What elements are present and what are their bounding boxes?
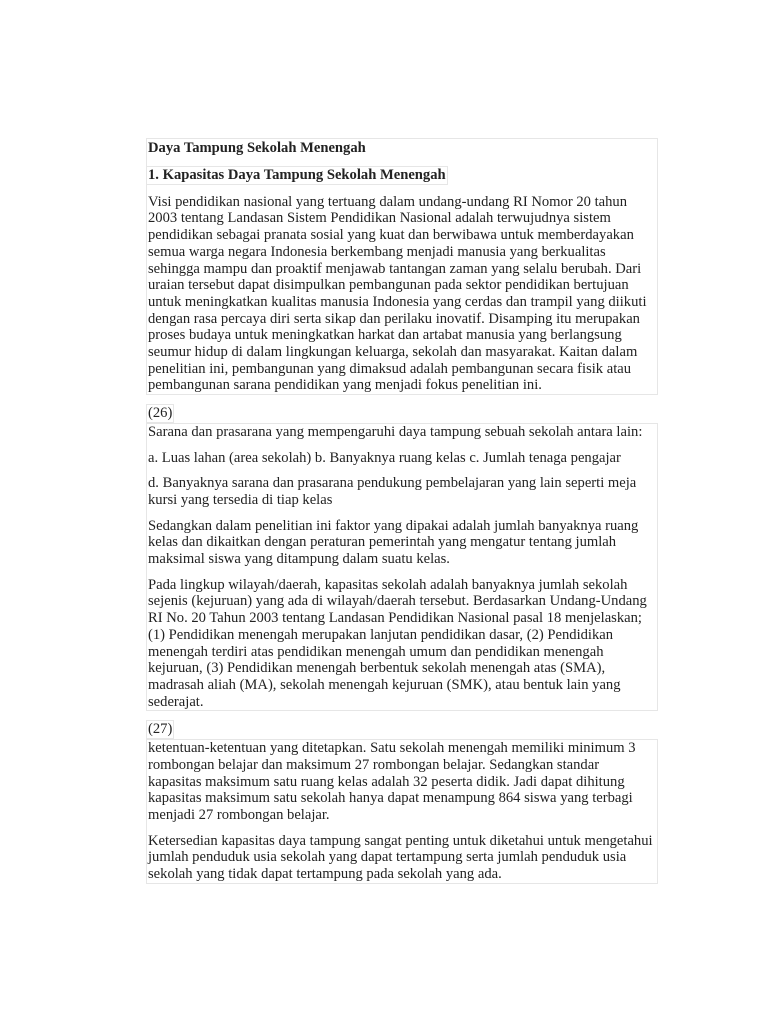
paragraph-faktor: Sedangkan dalam penelitian ini faktor yang dipakai adalah jumlah banyaknya ruang kelas dan dikaitkan dengan peraturan pemerintah yang mengatur tentang jumlah maksimal siswa yang ditampung dalam suatu kelas. xyxy=(148,517,639,568)
title-wrap xyxy=(147,139,657,157)
paragraph-list-d: d. Banyaknya sarana dan prasarana pendukung pembelajaran yang lain seperti meja kursi yang tersedia di tiap kelas xyxy=(148,475,637,508)
page-marker-26: (26) xyxy=(148,405,173,422)
section-heading: 1. Kapasitas Daya Tampung Sekolah Menengah xyxy=(148,167,446,183)
document-section-1 xyxy=(146,138,658,395)
document-section-2 xyxy=(146,423,658,712)
paragraph-sarana: Sarana dan prasarana yang mempengaruhi daya tampung sebuah sekolah antara lain: xyxy=(148,423,643,440)
document-page xyxy=(146,138,658,884)
paragraph-ketersedian: Ketersedian kapasitas daya tampung sangat penting untuk diketahui untuk mengetahui jumlah penduduk usia sekolah yang dapat tertampung serta jumlah penduduk usia sekolah yang tidak dapat tertampung pada sekolah yang ada. xyxy=(148,832,653,883)
page-marker-27: (27) xyxy=(148,721,173,738)
paragraph-visi: Visi pendidikan nasional yang tertuang dalam undang-undang RI Nomor 20 tahun 2003 tentang Landasan Sistem Pendidikan Nasional adalah terwujudnya sistem pendidikan sebagai pranata sosial yang kuat dan berwibawa untuk memberdayakan semua warga negara Indonesia berkembang menjadi manusia yang berkualitas sehingga mampu dan proaktif menjawab tantangan zaman yang selalu berubah. Dari uraian tersebut dapat disimpulkan pembangunan pada sektor pendidikan bertujuan untuk meningkatkan kualitas manusia Indonesia yang cerdas dan trampil yang diikuti dengan rasa percaya diri serta sikap dan perilaku inovatif. Disamping itu merupakan proses budaya untuk meningkatkan harkat dan artabat manusia yang berlangsung seumur hidup di dalam lingkungan keluarga, sekolah dan masyarakat. Kaitan dalam penelitian ini, pembangunan yang dimaksud adalah pembangunan secara fisik atau pembangunan sarana pendidikan yang menjadi fokus penelitian ini. xyxy=(148,193,647,394)
paragraph-ketentuan: ketentuan-ketentuan yang ditetapkan. Satu sekolah menengah memiliki minimum 3 rombongan belajar dan maksimum 27 rombongan belajar. Sedangkan standar kapasitas maksimum satu ruang kelas adalah 32 peserta didik. Jadi dapat dihitung kapasitas maksimum satu sekolah hanya dapat menampung 864 siswa yang terbagi menjadi 27 rombongan belajar. xyxy=(148,740,636,823)
document-title: Daya Tampung Sekolah Menengah xyxy=(148,140,366,156)
paragraph-lingkup: Pada lingkup wilayah/daerah, kapasitas sekolah adalah banyaknya jumlah sekolah sejenis (kejuruan) yang ada di wilayah/daerah tersebut. Berdasarkan Undang-Undang RI No. 20 Tahun 2003 tentang Landasan Pendidikan Nasional pasal 18 menjelaskan; (1) Pendidikan menengah merupakan lanjutan pendidikan dasar, (2) Pendidikan menengah terdiri atas pendidikan menengah umum dan pendidikan menengah kejuruan, (3) Pendidikan menengah berbentuk sekolah menengah atas (SMA), madrasah aliah (MA), sekolah menengah kejuruan (SMK), atau bentuk lain yang sederajat. xyxy=(148,576,647,710)
paragraph-list-abc: a. Luas lahan (area sekolah) b. Banyaknya ruang kelas c. Jumlah tenaga pengajar xyxy=(148,449,621,466)
section-heading-wrap xyxy=(147,166,657,185)
document-section-3 xyxy=(146,739,658,884)
